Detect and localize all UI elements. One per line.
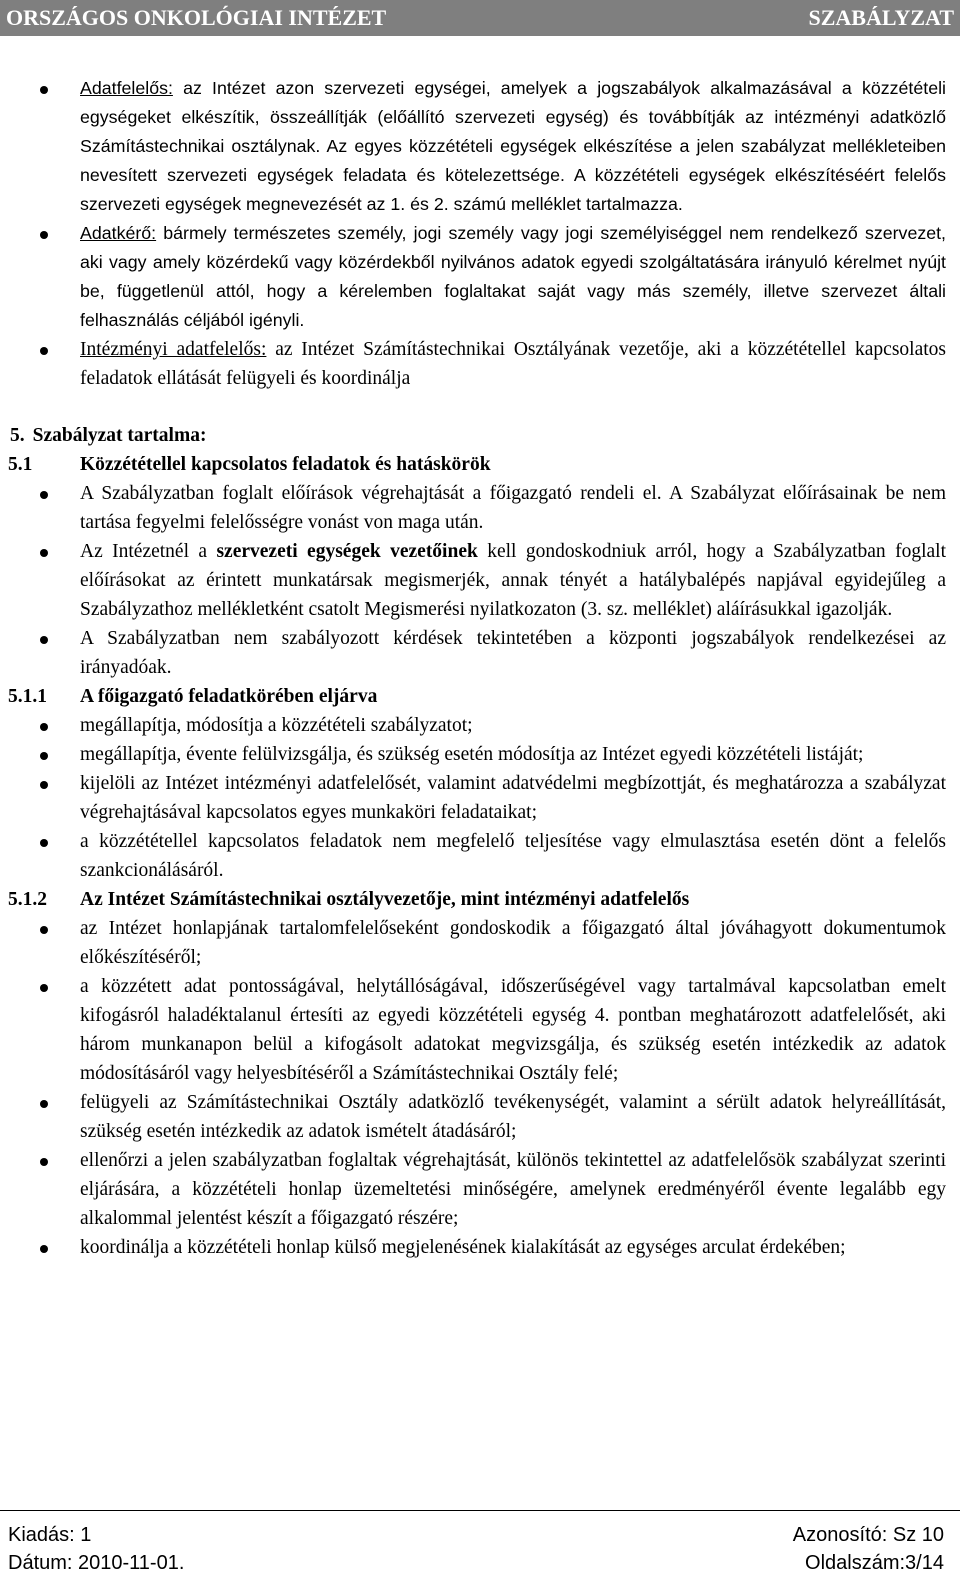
document-body (0, 74, 960, 1262)
list-item-text: a közzétett adat pontosságával, helytállóságával, időszerűségével vagy tartalmával kapcsolatban emelt kifogásról haladéktalanul értesíti az egyedi közzétételi egység 4. pontban meghatározott adatfelelősét, aki három munkanapon belül a kifogásolt adatokat megvizsgálja, és szükség esetén intézkedik az adatok módosításáról vagy helyesbítéséről a Számítástechnikai Osztály felé; (80, 976, 946, 1084)
definition-text: az Intézet Számítástechnikai Osztályának vezetője, aki a közzététellel kapcsolatos feladatok ellátását felügyeli és koordinálja (80, 339, 946, 389)
list-item (0, 711, 960, 740)
header-institution: ORSZÁGOS ONKOLÓGIAI INTÉZET (6, 5, 387, 30)
section-number: 5.1 (8, 454, 33, 475)
bullet-icon (40, 839, 48, 847)
section-heading (0, 450, 960, 479)
definition-item (0, 74, 960, 219)
section-number: 5.1.2 (8, 889, 47, 910)
section-5-1-1-list (0, 711, 960, 885)
section-heading (0, 682, 960, 711)
section-number: 5. (10, 425, 25, 446)
page-footer (0, 1510, 960, 1577)
section-5-1-list (0, 479, 960, 682)
list-item (0, 740, 960, 769)
list-item-text: felügyeli az Számítástechnikai Osztály adatközlő tevékenységét, valamint a sérült adatok helyreállítását, szükség esetén intézkedik az adatok ismételt átadásáról; (80, 1092, 946, 1142)
list-item (0, 479, 960, 537)
bullet-icon (40, 1100, 48, 1108)
list-item (0, 1146, 960, 1233)
list-item-text: kell gondoskodniuk arról, hogy a Szabályzatban foglalt előírásokat az érintett munkatársak megismerjék, annak tényét a hatálybalépés napjával egyidejűleg a Szabályzathoz mellékletként csatolt Megismerési nyilatkozaton (3. sz. melléklet) aláírásukkal igazolják. (80, 541, 946, 620)
bullet-icon (40, 86, 48, 94)
definition-term: Intézményi adatfelelős: (80, 339, 267, 360)
definition-term: Adatkérő: (80, 223, 157, 243)
list-item (0, 624, 960, 682)
list-item-text: a közzététellel kapcsolatos feladatok nem megfelelő teljesítése vagy elmulasztása esetén dönt a felelős szankcionálásáról. (80, 831, 946, 881)
bullet-icon (40, 491, 48, 499)
bullet-icon (40, 347, 48, 355)
bullet-icon (40, 636, 48, 644)
footer-identifier: Azonosító: Sz 10 (792, 1524, 944, 1546)
section-5-1-2-list (0, 914, 960, 1262)
list-item-text: megállapítja, módosítja a közzétételi szabályzatot; (80, 715, 473, 736)
definition-item (0, 335, 960, 393)
list-item-text: koordinálja a közzétételi honlap külső megjelenésének kialakítását az egységes arculat érdekében; (80, 1237, 846, 1258)
list-item (0, 827, 960, 885)
footer-date: Dátum: 2010-11-01. (8, 1552, 185, 1574)
header-doc-type: SZABÁLYZAT (808, 5, 954, 30)
section-heading (0, 421, 960, 450)
list-item (0, 1088, 960, 1146)
list-item-text: kijelöli az Intézet intézményi adatfelelősét, valamint adatvédelmi megbízottját, és meghatározza a szabályzat végrehajtásával kapcsolatos egyes munkaköri feladataikat; (80, 773, 946, 823)
bullet-icon (40, 1158, 48, 1166)
section-number: 5.1.1 (8, 686, 47, 707)
bullet-icon (40, 231, 48, 239)
section-title: A főigazgató feladatkörében eljárva (80, 686, 378, 707)
list-item-text: az Intézet honlapjának tartalomfelelőseként gondoskodik a főigazgató által jóváhagyott dokumentumok előkészítéséről; (80, 918, 946, 968)
definition-text: az Intézet azon szervezeti egységei, amelyek a jogszabályok alkalmazásával a közzétételi egységeket elkészítik, összeállítják (előállító szervezeti egység) és továbbítják az intézményi adatközlő Számítástechnikai osztálynak. Az egyes közzétételi egységek elkészítése a jelen szabályzat mellékleteiben nevesített szervezeti egységek feladata és kötelezettsége. A közzétételi egységek elkészítéséért felelős szervezeti egységek megnevezését az 1. és 2. számú melléklet tartalmazza. (80, 78, 946, 214)
bullet-icon (40, 781, 48, 789)
emphasis-text: szervezeti egységek vezetőinek (216, 541, 478, 562)
list-item-text: Az Intézetnél a (80, 541, 217, 562)
footer-page-number: Oldalszám:3/14 (805, 1552, 944, 1574)
definition-item (0, 219, 960, 335)
section-title: Az Intézet Számítástechnikai osztályvezetője, mint intézményi adatfelelős (80, 889, 690, 910)
section-title: Közzététellel kapcsolatos feladatok és hatáskörök (80, 454, 491, 475)
bullet-icon (40, 752, 48, 760)
bullet-icon (40, 1245, 48, 1253)
list-item-text: megállapítja, évente felülvizsgálja, és szükség esetén módosítja az Intézet egyedi közzétételi listáját; (80, 744, 864, 765)
bullet-icon (40, 549, 48, 557)
bullet-icon (40, 723, 48, 731)
page-header (0, 0, 960, 36)
list-item-text: A Szabályzatban foglalt előírások végrehajtását a főigazgató rendeli el. A Szabályzat előírásainak be nem tartása fegyelmi felelősségre vonást von maga után. (80, 483, 946, 533)
footer-edition: Kiadás: 1 (8, 1524, 92, 1546)
definitions-list (0, 74, 960, 393)
list-item-text: ellenőrzi a jelen szabályzatban foglaltak végrehajtását, különös tekintettel az adatfelelősök szabályzat szerinti eljárására, a közzétételi honlap üzemeltetési minőségére, amelynek eredményéről évente legalább egy alkalommal jelentést készít a főigazgató részére; (80, 1150, 946, 1229)
bullet-icon (40, 926, 48, 934)
list-item (0, 537, 960, 624)
section-title: Szabályzat tartalma: (32, 425, 207, 446)
list-item (0, 1233, 960, 1262)
list-item (0, 769, 960, 827)
list-item (0, 972, 960, 1088)
bullet-icon (40, 984, 48, 992)
list-item-text: A Szabályzatban nem szabályozott kérdések tekintetében a központi jogszabályok rendelkezései az irányadóak. (80, 628, 946, 678)
section-heading (0, 885, 960, 914)
definition-text: bármely természetes személy, jogi személy vagy jogi személyiséggel nem rendelkező szervezet, aki vagy amely közérdekű vagy közérdekből nyilvános adatok egyedi szolgáltatására irányuló kérelmet nyújt be, függetlenül attól, hogy a kérelemben foglaltakat saját vagy más személy, illetve szervezet általi felhasználás céljából igényli. (80, 223, 946, 330)
definition-term: Adatfelelős: (80, 78, 173, 98)
list-item (0, 914, 960, 972)
